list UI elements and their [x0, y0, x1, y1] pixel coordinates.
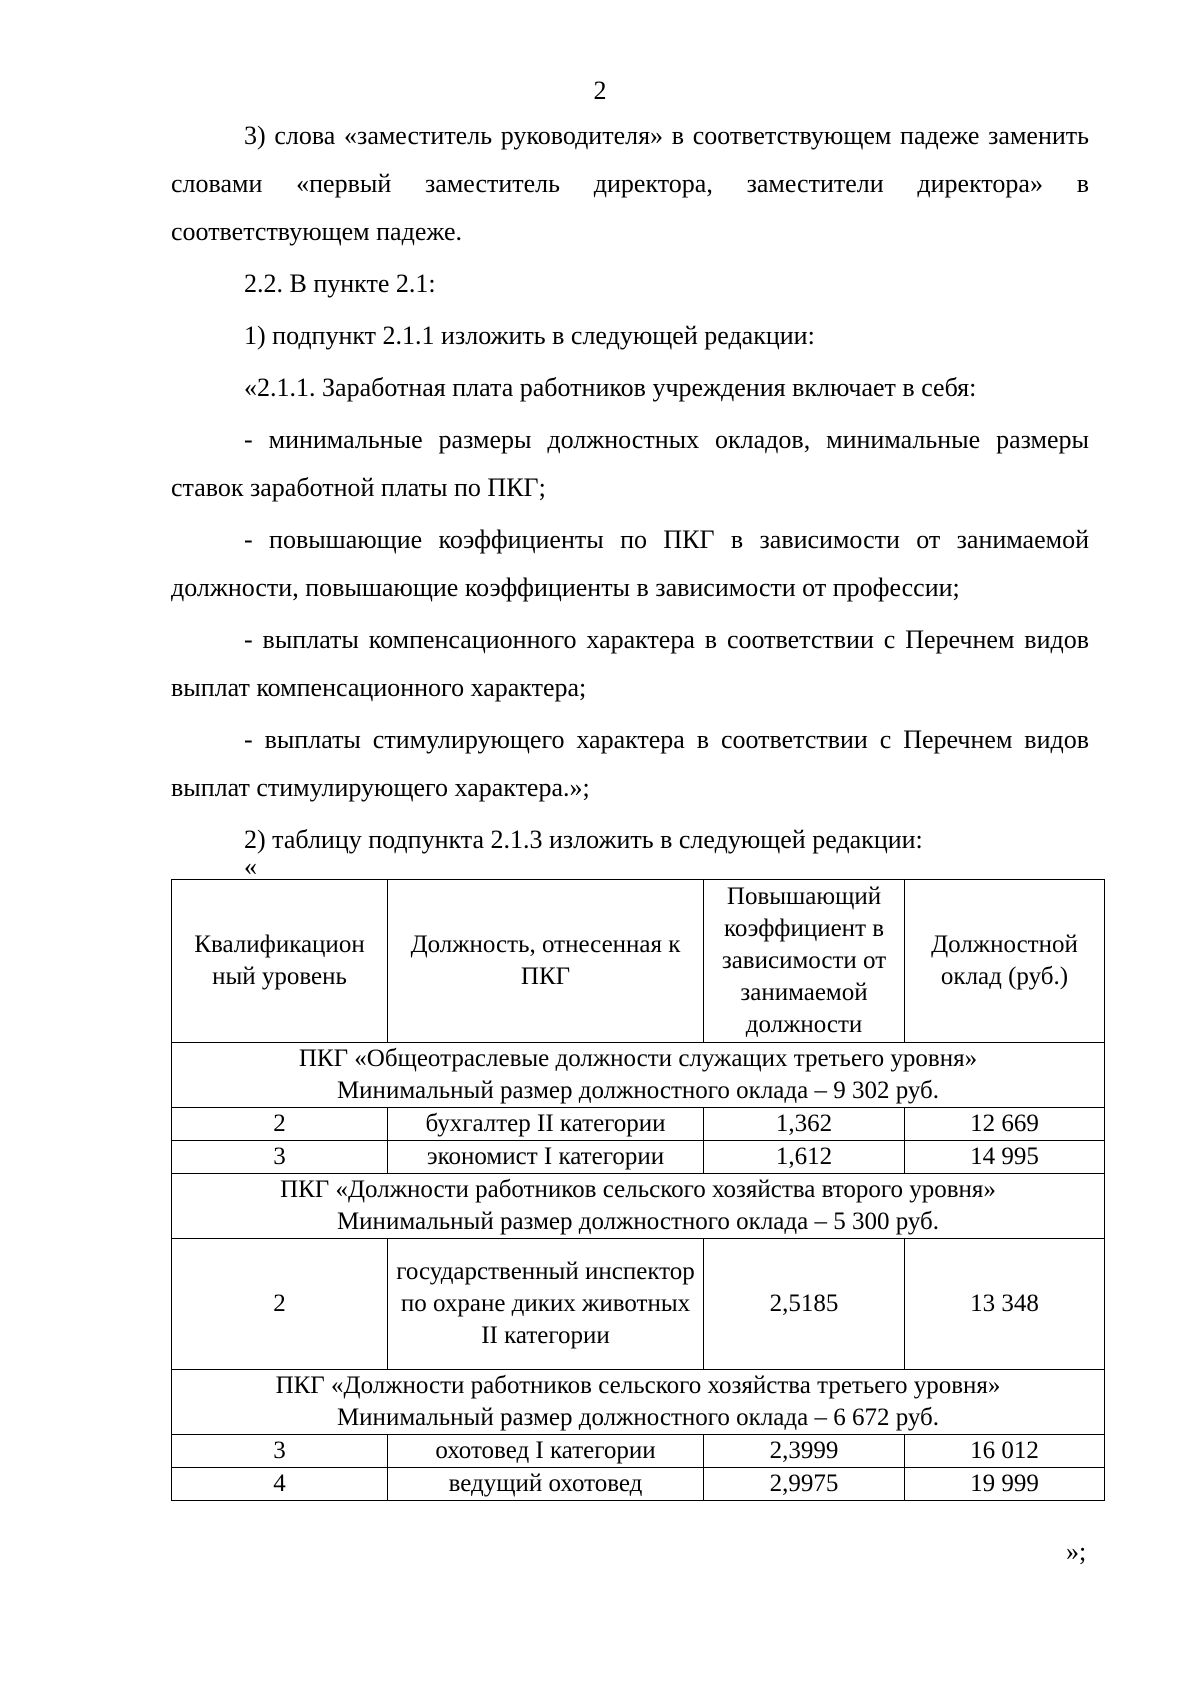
table-header-row [172, 880, 1105, 1043]
group-title: ПКГ «Должности работников сельского хозяйства второго уровня» [280, 1176, 996, 1203]
group-min-salary: Минимальный размер должностного оклада – 9 302 руб. [336, 1077, 940, 1104]
paragraph: - минимальные размеры должностных окладов, минимальные размеры ставок заработной платы по ПКГ; [171, 425, 1089, 502]
cell-coefficient: 2,9975 [704, 1468, 905, 1501]
header-coefficient: Повышающий коэффициент в зависимости от занимаемой должности [704, 880, 905, 1043]
header-salary: Должностной оклад (руб.) [905, 880, 1105, 1043]
group-header-row [172, 1043, 1105, 1108]
cell-position: государственный инспектор по охране диких животных II категории [388, 1239, 704, 1370]
table-row [172, 1435, 1105, 1468]
paragraph: - повышающие коэффициенты по ПКГ в зависимости от занимаемой должности, повышающие коэффициенты в зависимости от профессии; [171, 525, 1089, 602]
header-level: Квалификацион ный уровень [172, 880, 388, 1043]
group-title: ПКГ «Общеотраслевые должности служащих третьего уровня» [298, 1045, 978, 1072]
group-header-row [172, 1174, 1105, 1239]
table-close-quote: »; [1066, 1537, 1087, 1566]
table-row [172, 1141, 1105, 1174]
paragraph: 2) таблицу подпункта 2.1.3 изложить в следующей редакции: [244, 825, 923, 854]
table-row [172, 1108, 1105, 1141]
group-header-cell [172, 1174, 1105, 1239]
cell-salary: 19 999 [905, 1468, 1105, 1501]
paragraph: 1) подпункт 2.1.1 изложить в следующей редакции: [244, 321, 815, 350]
group-header-cell [172, 1043, 1105, 1108]
cell-coefficient: 1,362 [704, 1108, 905, 1141]
cell-level: 3 [172, 1435, 388, 1468]
table-open-quote: « [244, 852, 257, 881]
cell-salary: 14 995 [905, 1141, 1105, 1174]
cell-level: 3 [172, 1141, 388, 1174]
cell-salary: 16 012 [905, 1435, 1105, 1468]
cell-position: бухгалтер II категории [388, 1108, 704, 1141]
salary-table [171, 879, 1105, 1501]
page-number: 2 [593, 76, 607, 105]
paragraph: - выплаты компенсационного характера в соответствии с Перечнем видов выплат компенсационного характера; [171, 625, 1089, 702]
cell-level: 2 [172, 1239, 388, 1370]
cell-position: экономист I категории [388, 1141, 704, 1174]
table-row [172, 1239, 1105, 1370]
cell-coefficient: 1,612 [704, 1141, 905, 1174]
document-body [171, 112, 1089, 864]
cell-level: 2 [172, 1108, 388, 1141]
group-title: ПКГ «Должности работников сельского хозяйства третьего уровня» [275, 1372, 1001, 1399]
cell-coefficient: 2,5185 [704, 1239, 905, 1370]
group-min-salary: Минимальный размер должностного оклада – 5 300 руб. [336, 1208, 940, 1235]
paragraph: 3) слова «заместитель руководителя» в соответствующем падеже заменить словами «первый заместитель директора, заместители директора» в соответствующем падеже. [171, 121, 1089, 246]
cell-coefficient: 2,3999 [704, 1435, 905, 1468]
cell-position: ведущий охотовед [388, 1468, 704, 1501]
paragraph: - выплаты стимулирующего характера в соответствии с Перечнем видов выплат стимулирующего характера.»; [171, 725, 1089, 802]
paragraph: 2.2. В пункте 2.1: [244, 269, 436, 298]
cell-level: 4 [172, 1468, 388, 1501]
table-row [172, 1468, 1105, 1501]
cell-salary: 13 348 [905, 1239, 1105, 1370]
group-min-salary: Минимальный размер должностного оклада – 6 672 руб. [336, 1404, 940, 1431]
header-position: Должность, отнесенная к ПКГ [388, 880, 704, 1043]
cell-salary: 12 669 [905, 1108, 1105, 1141]
group-header-cell [172, 1370, 1105, 1435]
group-header-row [172, 1370, 1105, 1435]
paragraph: «2.1.1. Заработная плата работников учреждения включает в себя: [244, 373, 977, 402]
cell-position: охотовед I категории [388, 1435, 704, 1468]
